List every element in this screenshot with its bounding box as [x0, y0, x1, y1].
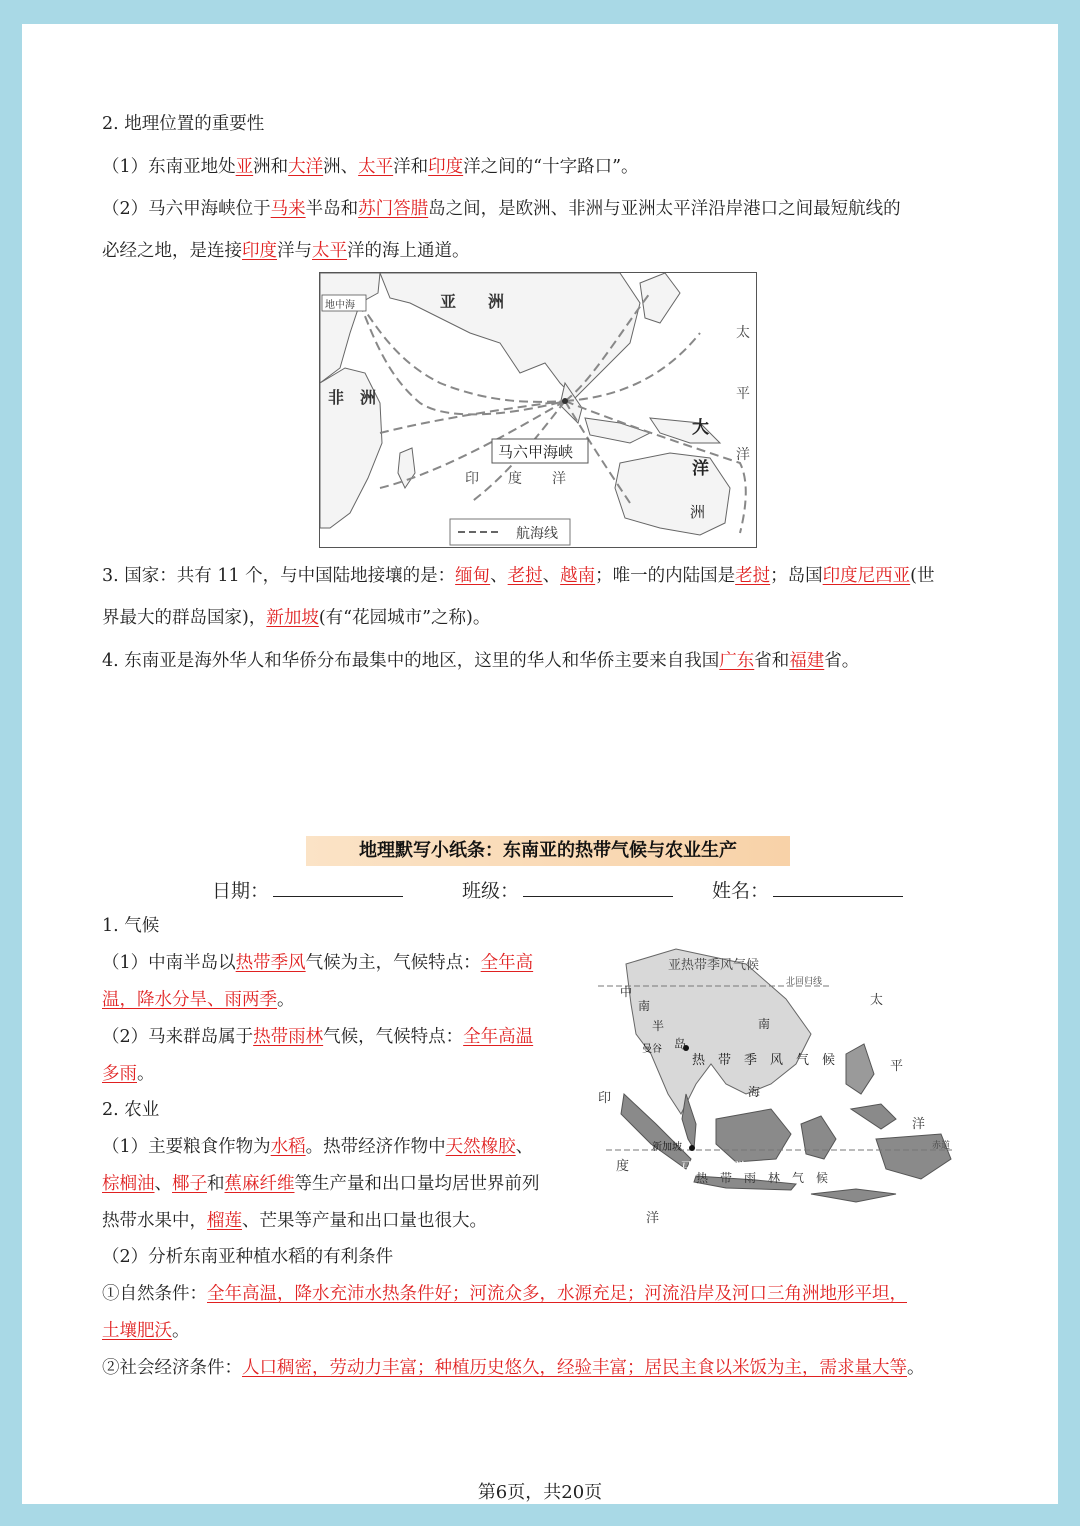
answer-text: 土壤肥沃 — [102, 1321, 172, 1341]
answer-text: 缅甸 — [455, 566, 491, 586]
prompt-text: （1）东南亚地处 — [102, 157, 236, 177]
label-tropical-monsoon: 热 带 季 风 气 候 — [692, 1053, 836, 1068]
prompt-text: 气候，气候特点： — [323, 1027, 464, 1047]
label-bangkok: 曼谷 — [642, 1044, 662, 1055]
name-blank[interactable] — [773, 878, 903, 897]
climate-l4 — [102, 1062, 155, 1086]
answer-text: 全年高 — [480, 953, 534, 973]
climate-l3 — [102, 1025, 533, 1049]
label-pacific-1: 太 — [736, 325, 750, 341]
prompt-text: 岛之间，是欧洲、非洲与亚洲太平洋沿岸港口之间最短航线的 — [428, 199, 901, 219]
prompt-text: 省和 — [754, 651, 790, 671]
label-indian-yang: 洋 — [646, 1211, 660, 1226]
answer-text: 水稻 — [270, 1137, 306, 1157]
section2-p1 — [102, 155, 639, 179]
answer-text: 全年高温 — [463, 1027, 534, 1047]
prompt-text: 、 — [154, 1174, 172, 1194]
prompt-text: ②社会经济条件： — [102, 1358, 242, 1378]
label-africa: 非 洲 — [328, 388, 377, 407]
name-label: 姓名： — [712, 880, 770, 902]
prompt-text: 洋的海上通道。 — [347, 241, 470, 261]
answer-text: 棕榈油 — [102, 1174, 155, 1194]
prompt-text: 洋与 — [277, 241, 312, 261]
label-dao: 岛 — [674, 1037, 687, 1051]
label-indian-yin: 印 — [598, 1091, 612, 1106]
answer-text: 温，降水分旱、雨两季 — [102, 990, 277, 1010]
prompt-text: ①自然条件： — [102, 1284, 207, 1304]
shipping-map-drawing — [320, 273, 756, 547]
class-blank[interactable] — [523, 878, 673, 897]
label-tropical-rainforest: 热 带 雨 林 气 候 — [696, 1171, 829, 1185]
prompt-text: 。 — [172, 1321, 190, 1341]
prompt-text: 、 — [515, 1137, 534, 1157]
date-field — [212, 876, 403, 906]
date-label: 日期： — [212, 880, 270, 902]
shipping-route-map — [319, 272, 757, 548]
section2-heading: 2. 地理位置的重要性 — [102, 114, 265, 134]
answer-text: 热带雨林 — [253, 1027, 324, 1047]
answer-text: 马来 — [270, 199, 306, 219]
prompt-text: 气候为主，气候特点： — [305, 953, 481, 973]
prompt-text: 必经之地，是连接 — [102, 241, 242, 261]
label-pacific-3: 洋 — [736, 447, 750, 463]
date-blank[interactable] — [273, 878, 403, 897]
label-subtropical-monsoon: 亚热带季风气候 — [668, 958, 760, 973]
section3-a — [102, 564, 934, 588]
section3-b — [102, 606, 490, 630]
agri-l3 — [102, 1209, 487, 1233]
label-pacific-yang: 洋 — [912, 1117, 926, 1132]
label-pacific-ping: 平 — [890, 1059, 904, 1074]
prompt-text: 。 — [907, 1358, 925, 1378]
prompt-text: （2）马来群岛属于 — [102, 1027, 254, 1047]
label-indian-du: 度 — [616, 1159, 630, 1174]
label-south-sea-2: 海 — [748, 1085, 761, 1099]
answer-text: 椰子 — [172, 1174, 207, 1194]
section4 — [102, 649, 859, 673]
agri-l7 — [102, 1356, 925, 1380]
prompt-text: 省。 — [824, 651, 860, 671]
prompt-text: (有“花园城市”之称)。 — [318, 608, 491, 628]
label-tropic-of-cancer: 北回归线 — [786, 977, 823, 987]
prompt-text: 界最大的群岛国家)， — [102, 608, 267, 628]
prompt-text: (世 — [910, 566, 935, 586]
prompt-text: （2）马六甲海峡位于 — [102, 199, 271, 219]
answer-text: 人口稠密，劳动力丰富；种植历史悠久，经验丰富；居民主食以米饭为主，需求量大等 — [242, 1358, 907, 1378]
answer-text: 大洋 — [288, 157, 324, 177]
label-singapore: 新加坡 — [652, 1142, 682, 1153]
agri-l5 — [102, 1282, 907, 1306]
label-pacific-tai: 太 — [870, 993, 884, 1008]
prompt-text: ；唯一的内陆国是 — [595, 566, 736, 586]
label-oceania-1: 大 — [692, 418, 709, 438]
prompt-text: 4. 东南亚是海外华人和华侨分布最集中的地区，这里的华人和华侨主要来自我国 — [102, 651, 720, 671]
answer-text: 太平 — [312, 241, 347, 261]
label-indian-2: 度 — [508, 471, 522, 487]
prompt-text: 和 — [207, 1174, 225, 1194]
label-pacific-2: 平 — [736, 386, 750, 402]
answer-text: 榴莲 — [207, 1211, 242, 1231]
prompt-text: 洋之间的“十字路口”。 — [463, 157, 639, 177]
prompt-text: 洲和 — [253, 157, 289, 177]
legend-shipping-route: 航海线 — [516, 526, 558, 542]
prompt-text: 。 — [137, 1064, 155, 1084]
section2-p2b — [102, 239, 470, 263]
prompt-text: ；岛国 — [770, 566, 823, 586]
answer-text: 老挝 — [735, 566, 771, 586]
agri-heading: 2. 农业 — [102, 1100, 160, 1120]
prompt-text: 等生产量和出口量均居世界前列 — [294, 1174, 540, 1194]
answer-text: 福建 — [789, 651, 825, 671]
answer-text: 新加坡 — [266, 608, 319, 628]
label-asia: 亚 洲 — [440, 292, 505, 311]
name-field — [712, 876, 903, 906]
label-malay-archipelago: 马 来 群 岛 — [680, 1161, 772, 1176]
prompt-text: 。热带经济作物中 — [305, 1137, 446, 1157]
answer-text: 太平 — [358, 157, 394, 177]
answer-text: 多雨 — [102, 1064, 137, 1084]
agri-l6 — [102, 1319, 190, 1343]
label-mediterranean: 地中海 — [325, 300, 355, 311]
label-oceania-3: 洲 — [690, 503, 706, 521]
answer-text: 广东 — [719, 651, 755, 671]
answer-text: 蕉麻纤维 — [224, 1174, 295, 1194]
prompt-text: 、 — [490, 566, 508, 586]
class-label: 班级： — [462, 880, 520, 902]
prompt-text: 、 — [542, 566, 561, 586]
prompt-text: 洋和 — [393, 157, 429, 177]
label-ban: 半 — [652, 1019, 665, 1033]
label-oceania-2: 洋 — [692, 459, 709, 479]
section2-p2a — [102, 197, 901, 221]
quiz-title: 地理默写小纸条：东南亚的热带气候与农业生产 — [359, 840, 737, 861]
answer-text: 印度尼西亚 — [822, 566, 911, 586]
label-malacca-strait: 马六甲海峡 — [498, 443, 574, 461]
answer-text: 苏门答腊 — [358, 199, 429, 219]
agri-l4: （2）分析东南亚种植水稻的有利条件 — [102, 1247, 394, 1267]
label-indian-3: 洋 — [552, 471, 566, 487]
climate-map-drawing — [596, 944, 952, 1236]
climate-heading: 1. 气候 — [102, 916, 160, 936]
answer-text: 亚 — [235, 157, 254, 177]
prompt-text: 洲、 — [323, 157, 359, 177]
answer-text: 老挝 — [507, 566, 543, 586]
prompt-text: 。 — [277, 990, 295, 1010]
prompt-text: 、芒果等产量和出口量也很大。 — [242, 1211, 487, 1231]
climate-l1 — [102, 951, 533, 975]
answer-text: 热带季风 — [235, 953, 306, 973]
agri-l1 — [102, 1135, 533, 1159]
agri-l2 — [102, 1172, 540, 1196]
label-equator: 赤道 — [932, 1141, 951, 1151]
class-field — [462, 876, 673, 906]
page-footer: 第6页，共20页 — [477, 1482, 603, 1503]
prompt-text: 半岛和 — [305, 199, 359, 219]
label-indian-1: 印 — [465, 471, 479, 487]
answer-text: 印度 — [428, 157, 464, 177]
answer-text: 全年高温，降水充沛水热条件好；河流众多，水源充足；河流沿岸及河口三角洲地形平坦， — [207, 1284, 907, 1304]
prompt-text: 热带水果中， — [102, 1211, 207, 1231]
prompt-text: （1）中南半岛以 — [102, 953, 236, 973]
answer-text: 天然橡胶 — [445, 1137, 516, 1157]
label-south-sea-1: 南 — [758, 1017, 771, 1031]
prompt-text: 3. 国家：共有 11 个，与中国陆地接壤的是： — [102, 566, 456, 586]
prompt-text: （1）主要粮食作物为 — [102, 1137, 271, 1157]
label-zhong: 中 — [620, 985, 633, 999]
climate-l2 — [102, 988, 295, 1012]
label-nan: 南 — [638, 999, 651, 1013]
answer-text: 印度 — [242, 241, 277, 261]
answer-text: 越南 — [560, 566, 596, 586]
southeast-asia-climate-map — [596, 944, 952, 1236]
